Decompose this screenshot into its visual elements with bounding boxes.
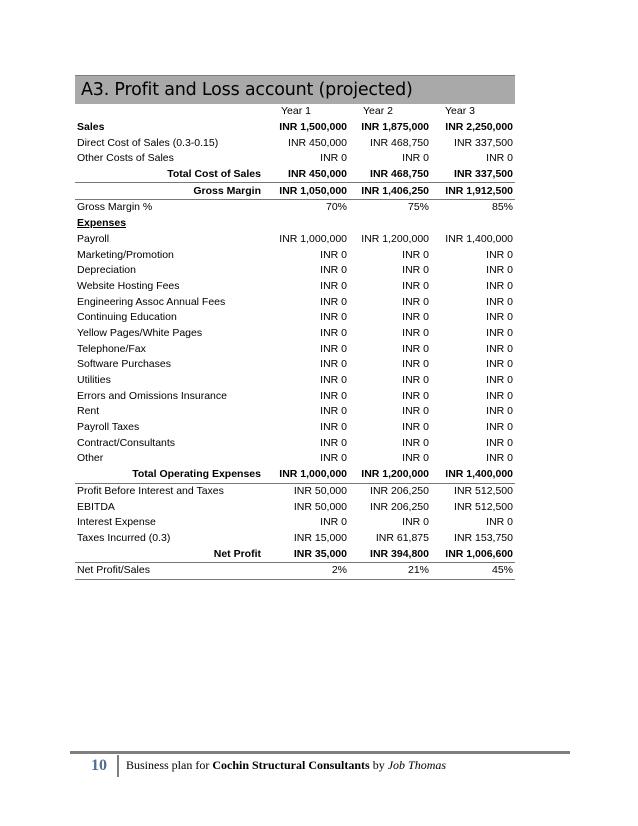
year-1-value: INR 0 [320,374,347,387]
year-2-value: INR 0 [402,452,429,465]
year-2-value: INR 1,200,000 [361,232,429,245]
table-row [75,120,515,136]
row-label: Rent [77,405,100,418]
row-label: Payroll [77,232,110,245]
column-header-year-1: Year 1 [281,105,311,118]
year-2-value: INR 61,875 [375,531,429,544]
year-1-value: INR 0 [320,295,347,308]
year-2-value: INR 0 [402,358,429,371]
year-3-value: INR 0 [486,358,513,371]
year-3-value: INR 0 [486,311,513,324]
table-row [75,216,515,232]
year-3-value: INR 0 [486,295,513,308]
row-label: EBITDA [77,500,115,513]
year-1-value: INR 0 [320,389,347,402]
year-2-value: INR 0 [402,264,429,277]
table-row [75,310,515,326]
year-3-value: 85% [491,201,513,214]
table-row [75,451,515,467]
year-3-value: INR 2,250,000 [445,121,513,134]
year-1-value: 2% [267,562,349,579]
year-3-value: INR 0 [486,374,513,387]
year-2-value: INR 0 [402,311,429,324]
year-2-value: INR 0 [402,248,429,261]
row-label: Net Profit/Sales [75,562,267,579]
footer-text [126,758,446,773]
year-3-value: INR 0 [486,152,513,165]
year-1-value: INR 0 [320,264,347,277]
year-1-value: INR 1,050,000 [267,183,349,200]
year-2-value: INR 1,875,000 [361,121,429,134]
table-row [75,388,515,404]
column-header [75,104,267,120]
page-number: 10 [91,757,107,774]
table-row [75,200,515,216]
year-1-value [267,216,349,232]
table-row [75,294,515,310]
row-label: Gross Margin [75,183,267,200]
year-3-value [431,216,515,232]
footer-divider [117,755,119,777]
year-3-value: INR 0 [486,264,513,277]
year-2-value: INR 0 [402,279,429,292]
year-2-value: INR 0 [402,405,429,418]
year-3-value: INR 512,500 [454,484,513,497]
year-3-value: INR 0 [486,452,513,465]
row-label: Website Hosting Fees [77,279,180,292]
footer-prefix: Business plan for [126,758,213,772]
table-row [75,483,515,499]
year-1-value: INR 0 [320,326,347,339]
table-row [75,546,515,562]
year-1-value: INR 0 [320,342,347,355]
row-label: Continuing Education [77,311,177,324]
table-row [75,263,515,279]
row-label: Engineering Assoc Annual Fees [77,295,226,308]
year-1-value: INR 1,000,000 [267,467,349,483]
row-label: Marketing/Promotion [77,248,174,261]
table-row [75,151,515,167]
year-3-value: INR 0 [486,436,513,449]
year-3-value: INR 0 [486,248,513,261]
footer-middle: by [369,758,388,772]
row-label: Other [77,452,104,465]
year-1-value: INR 50,000 [293,484,347,497]
row-label: Payroll Taxes [77,421,140,434]
table-row [75,435,515,451]
table-row [75,357,515,373]
year-2-value: INR 0 [402,516,429,529]
year-2-value: INR 0 [402,436,429,449]
year-2-value: INR 0 [402,389,429,402]
row-label: Contract/Consultants [77,436,176,449]
year-2-value: 21% [349,562,431,579]
year-1-value: INR 450,000 [267,167,349,183]
year-3-value: INR 1,912,500 [431,183,515,200]
year-1-value: INR 50,000 [293,500,347,513]
row-label: Profit Before Interest and Taxes [77,484,224,497]
year-3-value: INR 0 [486,326,513,339]
footer-author: Job Thomas [387,758,447,772]
table-header-row [75,104,515,120]
year-2-value: INR 468,750 [370,136,429,149]
year-3-value: INR 1,400,000 [445,232,513,245]
year-2-value: INR 468,750 [349,167,431,183]
row-label: Gross Margin % [77,201,153,214]
row-label: Errors and Omissions Insurance [77,389,227,402]
row-label: Sales [77,121,105,134]
table-row [75,531,515,547]
table-row [75,420,515,436]
year-1-value: INR 0 [320,279,347,292]
year-1-value: INR 1,500,000 [279,121,347,134]
row-label: Direct Cost of Sales (0.3-0.15) [77,136,219,149]
year-2-value: INR 0 [402,374,429,387]
year-3-value: INR 0 [486,342,513,355]
year-3-value: INR 1,006,600 [431,546,515,562]
table-row [75,247,515,263]
year-3-value: INR 337,500 [454,136,513,149]
profit-loss-section [75,75,515,580]
year-1-value: INR 0 [320,358,347,371]
footer-company: Cochin Structural Consultants [212,758,370,772]
section-title: A3. Profit and Loss account (projected) [75,75,515,104]
year-3-value: INR 0 [486,405,513,418]
table-row [75,373,515,389]
row-label: Depreciation [77,264,136,277]
year-1-value: INR 0 [320,405,347,418]
row-label: Utilities [77,374,111,387]
year-2-value: INR 0 [402,421,429,434]
table-row [75,279,515,295]
profit-loss-table [75,104,515,580]
table-row [75,467,515,483]
year-2-value: INR 1,200,000 [349,467,431,483]
year-3-value: INR 1,400,000 [431,467,515,483]
table-row [75,232,515,248]
year-3-value: INR 337,500 [431,167,515,183]
year-2-value: INR 0 [402,152,429,165]
row-label: Software Purchases [77,358,171,371]
year-2-value: 75% [407,201,429,214]
table-row [75,167,515,183]
year-2-value: INR 0 [402,295,429,308]
year-1-value: INR 35,000 [267,546,349,562]
table-row [75,515,515,531]
year-2-value: INR 206,250 [370,484,429,497]
row-label: Telephone/Fax [77,342,146,355]
year-3-value: 45% [431,562,515,579]
column-header-year-2: Year 2 [363,105,393,118]
year-3-value: INR 512,500 [454,500,513,513]
year-1-value: INR 0 [320,516,347,529]
year-1-value: 70% [325,201,347,214]
table-row [75,326,515,342]
row-label: Taxes Incurred (0.3) [77,531,171,544]
year-3-value: INR 153,750 [454,531,513,544]
year-2-value: INR 0 [402,326,429,339]
year-2-value: INR 0 [402,342,429,355]
table-row [75,562,515,579]
year-2-value: INR 394,800 [349,546,431,562]
year-3-value: INR 0 [486,516,513,529]
row-label: Total Cost of Sales [75,167,267,183]
table-row [75,341,515,357]
year-1-value: INR 0 [320,452,347,465]
year-1-value: INR 0 [320,436,347,449]
footer-rule [70,751,570,754]
column-header-year-3: Year 3 [445,105,475,118]
row-label: Yellow Pages/White Pages [77,326,203,339]
table-row [75,404,515,420]
year-1-value: INR 450,000 [288,136,347,149]
year-2-value: INR 206,250 [370,500,429,513]
row-label: Net Profit [75,546,267,562]
table-row [75,183,515,200]
year-1-value: INR 0 [320,311,347,324]
year-3-value: INR 0 [486,279,513,292]
year-1-value: INR 15,000 [293,531,347,544]
year-3-value: INR 0 [486,389,513,402]
row-label: Interest Expense [77,516,156,529]
row-label: Other Costs of Sales [77,152,174,165]
year-1-value: INR 0 [320,421,347,434]
year-1-value: INR 1,000,000 [279,232,347,245]
year-1-value: INR 0 [320,248,347,261]
table-row [75,135,515,151]
year-2-value [349,216,431,232]
year-1-value: INR 0 [320,152,347,165]
year-2-value: INR 1,406,250 [349,183,431,200]
year-3-value: INR 0 [486,421,513,434]
row-label: Expenses [77,217,127,230]
row-label: Total Operating Expenses [75,467,267,483]
table-row [75,499,515,515]
